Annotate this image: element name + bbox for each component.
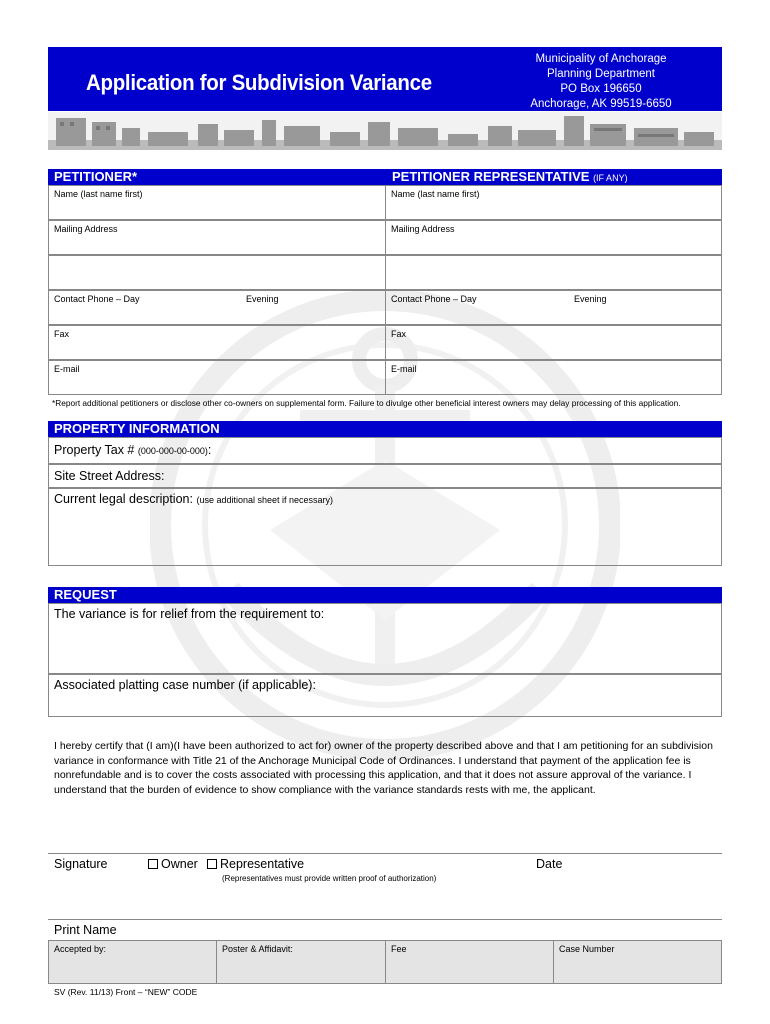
municipality-address — [522, 52, 680, 112]
representative-checkbox-label: Representative — [220, 857, 305, 871]
representative-email-label: E-mail — [391, 364, 417, 374]
representative-phone-evening-label: Evening — [574, 294, 607, 304]
representative-name-field[interactable] — [385, 185, 722, 220]
petitioner-phone-evening-label: Evening — [246, 294, 279, 304]
case-number-label: Case Number — [559, 944, 615, 954]
property-tax-format: (000-000-00-000) — [137, 446, 208, 456]
legal-description-label-text: Current legal description: — [54, 492, 193, 506]
petitioner-email-label: E-mail — [54, 364, 80, 374]
accepted-by-label: Accepted by: — [54, 944, 107, 954]
representative-proof-note: (Representatives must provide written proof of authorization) — [222, 874, 437, 883]
city-skyline-image — [48, 112, 722, 150]
petitioner-footnote: *Report additional petitioners or disclose other co-owners on supplemental form. Failure to divulge other beneficial interest owners may delay processing of this application. — [52, 398, 681, 408]
representative-email-field[interactable] — [385, 360, 722, 395]
petitioner-heading: PETITIONER* — [54, 169, 138, 184]
fee-label: Fee — [391, 944, 407, 954]
form-revision-code: SV (Rev. 11/13) Front – “NEW” CODE — [54, 987, 198, 997]
legal-description-note: (use additional sheet if necessary) — [196, 495, 334, 505]
representative-heading-suffix: (IF ANY) — [593, 173, 628, 183]
print-name-line — [48, 919, 722, 920]
petitioner-phone-field[interactable] — [48, 290, 386, 325]
property-tax-label-text: Property Tax # — [54, 443, 135, 457]
property-tax-label — [54, 443, 211, 457]
petitioner-name-field[interactable] — [48, 185, 386, 220]
representative-phone-day-label: Contact Phone – Day — [391, 294, 477, 304]
owner-checkbox-label: Owner — [161, 857, 198, 871]
site-street-address-label: Site Street Address: — [54, 469, 165, 483]
property-section-header: PROPERTY INFORMATION — [48, 421, 722, 437]
form-title: Application for Subdivision Variance — [86, 70, 432, 95]
petitioner-fax-label: Fax — [54, 329, 70, 339]
petitioner-name-label: Name (last name first) — [54, 189, 143, 199]
legal-description-field[interactable] — [48, 488, 722, 566]
representative-address-label: Mailing Address — [391, 224, 455, 234]
date-label: Date — [536, 857, 563, 871]
municipality-line: PO Box 196650 — [560, 83, 642, 95]
variance-relief-label: The variance is for relief from the requirement to: — [54, 607, 325, 621]
representative-fax-label: Fax — [391, 329, 407, 339]
representative-address-line2-field[interactable] — [385, 255, 722, 290]
variance-relief-field[interactable] — [48, 603, 722, 674]
representative-checkbox-box-icon[interactable] — [207, 859, 217, 869]
representative-heading — [392, 169, 628, 186]
petitioner-phone-day-label: Contact Phone – Day — [54, 294, 140, 304]
case-number-field[interactable] — [553, 940, 722, 984]
signature-line — [48, 853, 722, 854]
representative-fax-field[interactable] — [385, 325, 722, 360]
municipality-line: Municipality of Anchorage — [535, 53, 667, 65]
representative-heading-text: PETITIONER REPRESENTATIVE — [392, 169, 590, 184]
legal-description-label — [54, 492, 333, 506]
platting-case-number-field[interactable] — [48, 674, 722, 717]
accepted-by-field[interactable] — [48, 940, 217, 984]
representative-phone-field[interactable] — [385, 290, 722, 325]
petitioner-address-field[interactable] — [48, 220, 386, 255]
certification-statement: I hereby certify that (I am)(I have been authorized to act for) owner of the property described above and that I am petitioning for an subdivision variance in conformance with Title 21 of the Anchorage Municipal Code of Ordinances. I understand that payment of the application fee is nonrefundable and is to cover the costs associated with processing this application, and that it does not assure approval of the variance. I understand that the burden of evidence to show compliance with the variance standards rests with me, the applicant. — [54, 740, 713, 796]
owner-checkbox-box-icon[interactable] — [148, 859, 158, 869]
fee-field[interactable] — [385, 940, 554, 984]
municipality-line: Anchorage, AK 99519-6650 — [530, 98, 672, 110]
site-street-address-field[interactable] — [48, 464, 722, 488]
representative-name-label: Name (last name first) — [391, 189, 480, 199]
municipality-line: Planning Department — [546, 68, 656, 80]
poster-affidavit-label: Poster & Affidavit: — [222, 944, 293, 954]
request-section-header: REQUEST — [48, 587, 722, 603]
platting-case-number-label: Associated platting case number (if applicable): — [54, 678, 316, 692]
petitioner-address-line2-field[interactable] — [48, 255, 386, 290]
property-tax-field[interactable] — [48, 437, 722, 464]
representative-address-field[interactable] — [385, 220, 722, 255]
signature-label: Signature — [54, 857, 108, 871]
property-tax-colon: : — [207, 443, 212, 457]
petitioner-email-field[interactable] — [48, 360, 386, 395]
owner-checkbox[interactable] — [148, 857, 198, 871]
petitioner-section-header — [48, 169, 722, 185]
print-name-label: Print Name — [54, 923, 117, 937]
petitioner-address-label: Mailing Address — [54, 224, 118, 234]
petitioner-fax-field[interactable] — [48, 325, 386, 360]
representative-checkbox[interactable] — [207, 857, 304, 871]
poster-affidavit-field[interactable] — [216, 940, 386, 984]
